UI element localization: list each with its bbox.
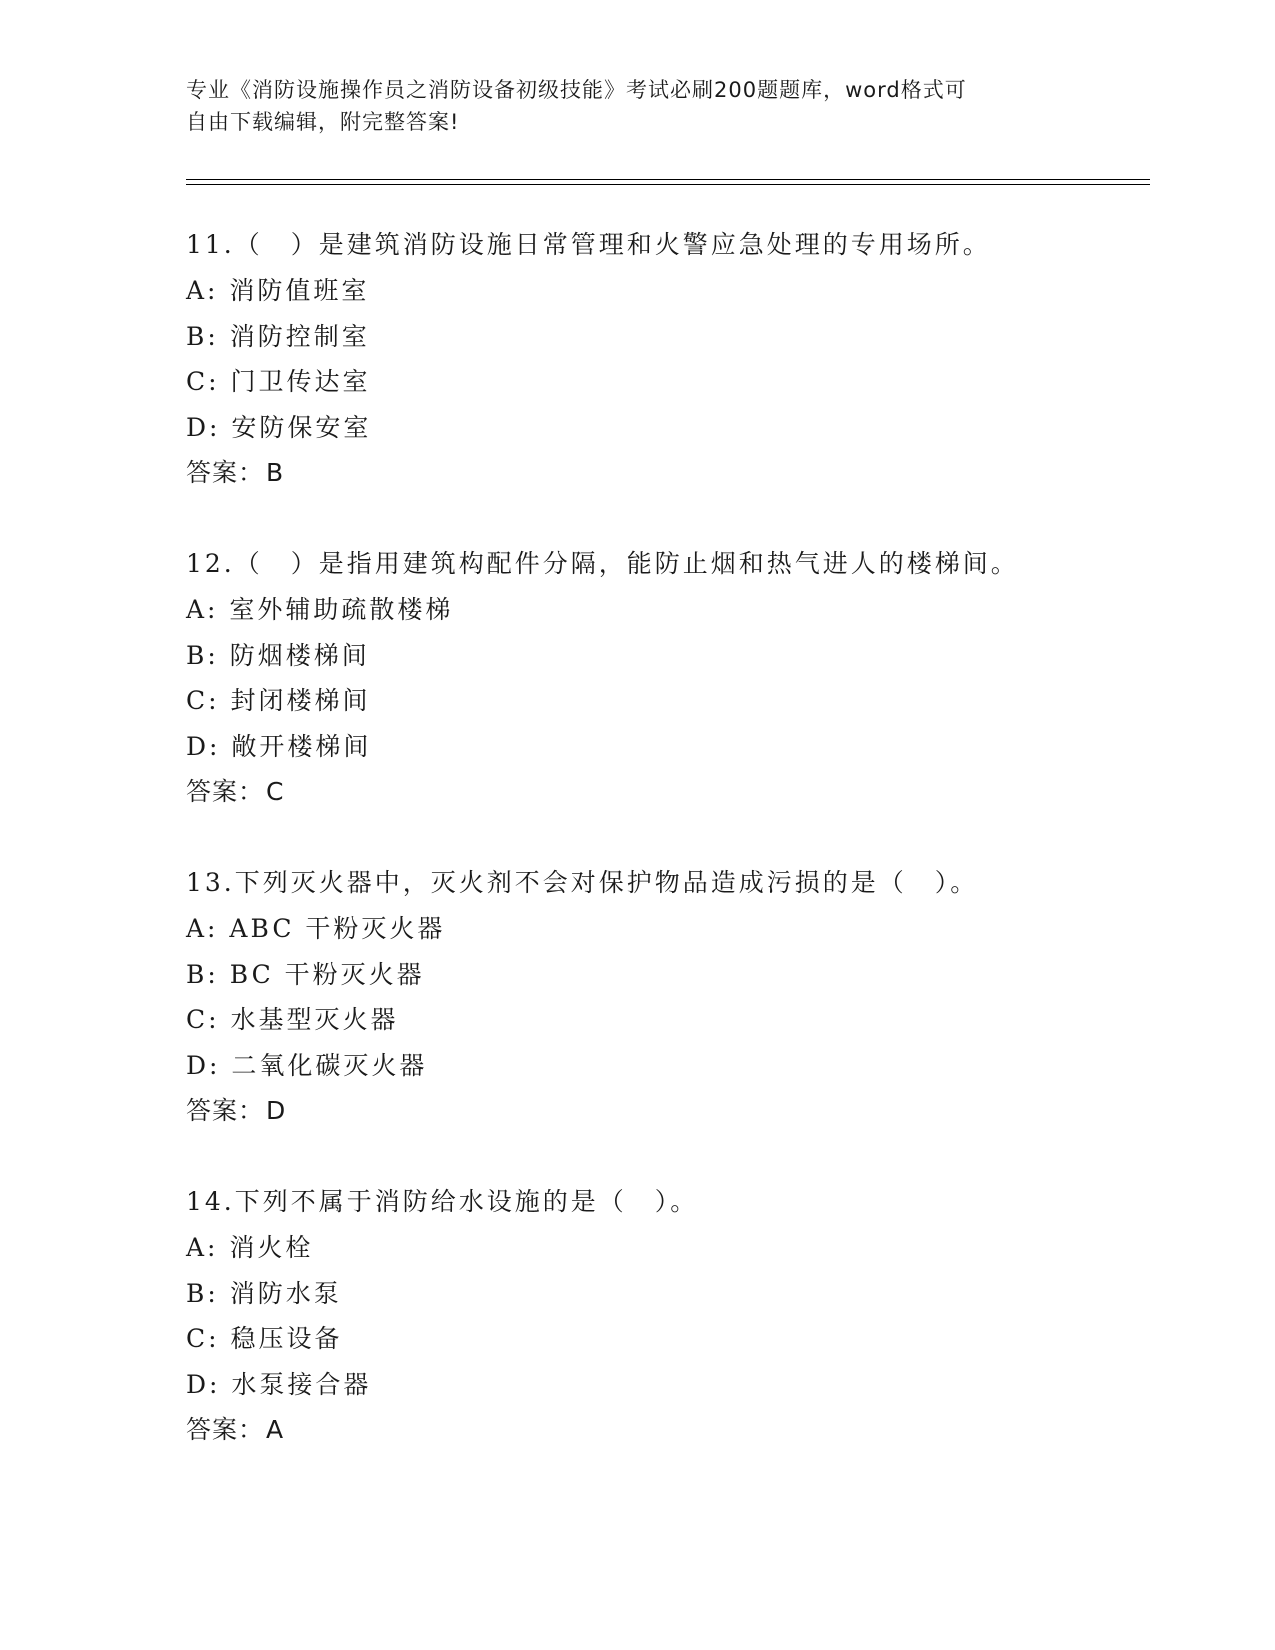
header-divider-top	[186, 179, 1150, 180]
option-b: B: 消防控制室	[186, 321, 370, 351]
answer-line	[186, 1088, 1146, 1134]
answer-value: B	[266, 458, 285, 487]
option-d: D: 敞开楼梯间	[186, 731, 372, 761]
answer-label: 答案：	[186, 777, 265, 806]
answer-value: C	[266, 777, 285, 806]
option-d: D: 水泵接合器	[186, 1369, 372, 1399]
option-c: C: 稳压设备	[186, 1324, 343, 1353]
option-a: A: ABC 干粉灭火器	[186, 914, 446, 943]
question-13	[186, 860, 1146, 1134]
answer-line	[186, 769, 1146, 815]
option-b: B: 消防水泵	[186, 1278, 342, 1308]
option-d: D: 二氧化碳灭火器	[186, 1050, 428, 1080]
option-d: D: 安防保安室	[186, 412, 372, 442]
header-line-2: 自由下载编辑，附完整答案!	[186, 110, 460, 134]
question-12	[186, 541, 1146, 815]
answer-label: 答案：	[186, 1096, 265, 1125]
answer-value: D	[266, 1096, 287, 1125]
question-stem: 13.下列灭火器中，灭火剂不会对保护物品造成污损的是（ ）。	[186, 868, 979, 897]
answer-label: 答案：	[186, 458, 265, 487]
answer-value: A	[266, 1415, 285, 1444]
question-11	[186, 222, 1146, 496]
question-14	[186, 1179, 1146, 1453]
answer-line	[186, 450, 1146, 496]
answer-label: 答案：	[186, 1415, 265, 1444]
option-c: C: 封闭楼梯间	[186, 686, 371, 715]
question-stem: 14.下列不属于消防给水设施的是（ ）。	[186, 1187, 699, 1216]
header-divider-bottom	[186, 184, 1150, 185]
document-header	[186, 74, 1066, 138]
option-b: B: BC 干粉灭火器	[186, 959, 425, 989]
option-b: B: 防烟楼梯间	[186, 640, 370, 670]
option-a: A: 消火栓	[186, 1233, 314, 1262]
option-c: C: 门卫传达室	[186, 367, 371, 396]
option-a: A: 消防值班室	[186, 276, 370, 305]
header-line-1: 专业《消防设施操作员之消防设备初级技能》考试必刷200题题库，word格式可	[186, 78, 967, 102]
question-stem: 11.（ ）是建筑消防设施日常管理和火警应急处理的专用场所。	[186, 230, 991, 259]
answer-line	[186, 1407, 1146, 1453]
option-c: C: 水基型灭火器	[186, 1005, 399, 1034]
question-stem: 12.（ ）是指用建筑构配件分隔，能防止烟和热气进人的楼梯间。	[186, 549, 1019, 578]
option-a: A: 室外辅助疏散楼梯	[186, 595, 454, 624]
